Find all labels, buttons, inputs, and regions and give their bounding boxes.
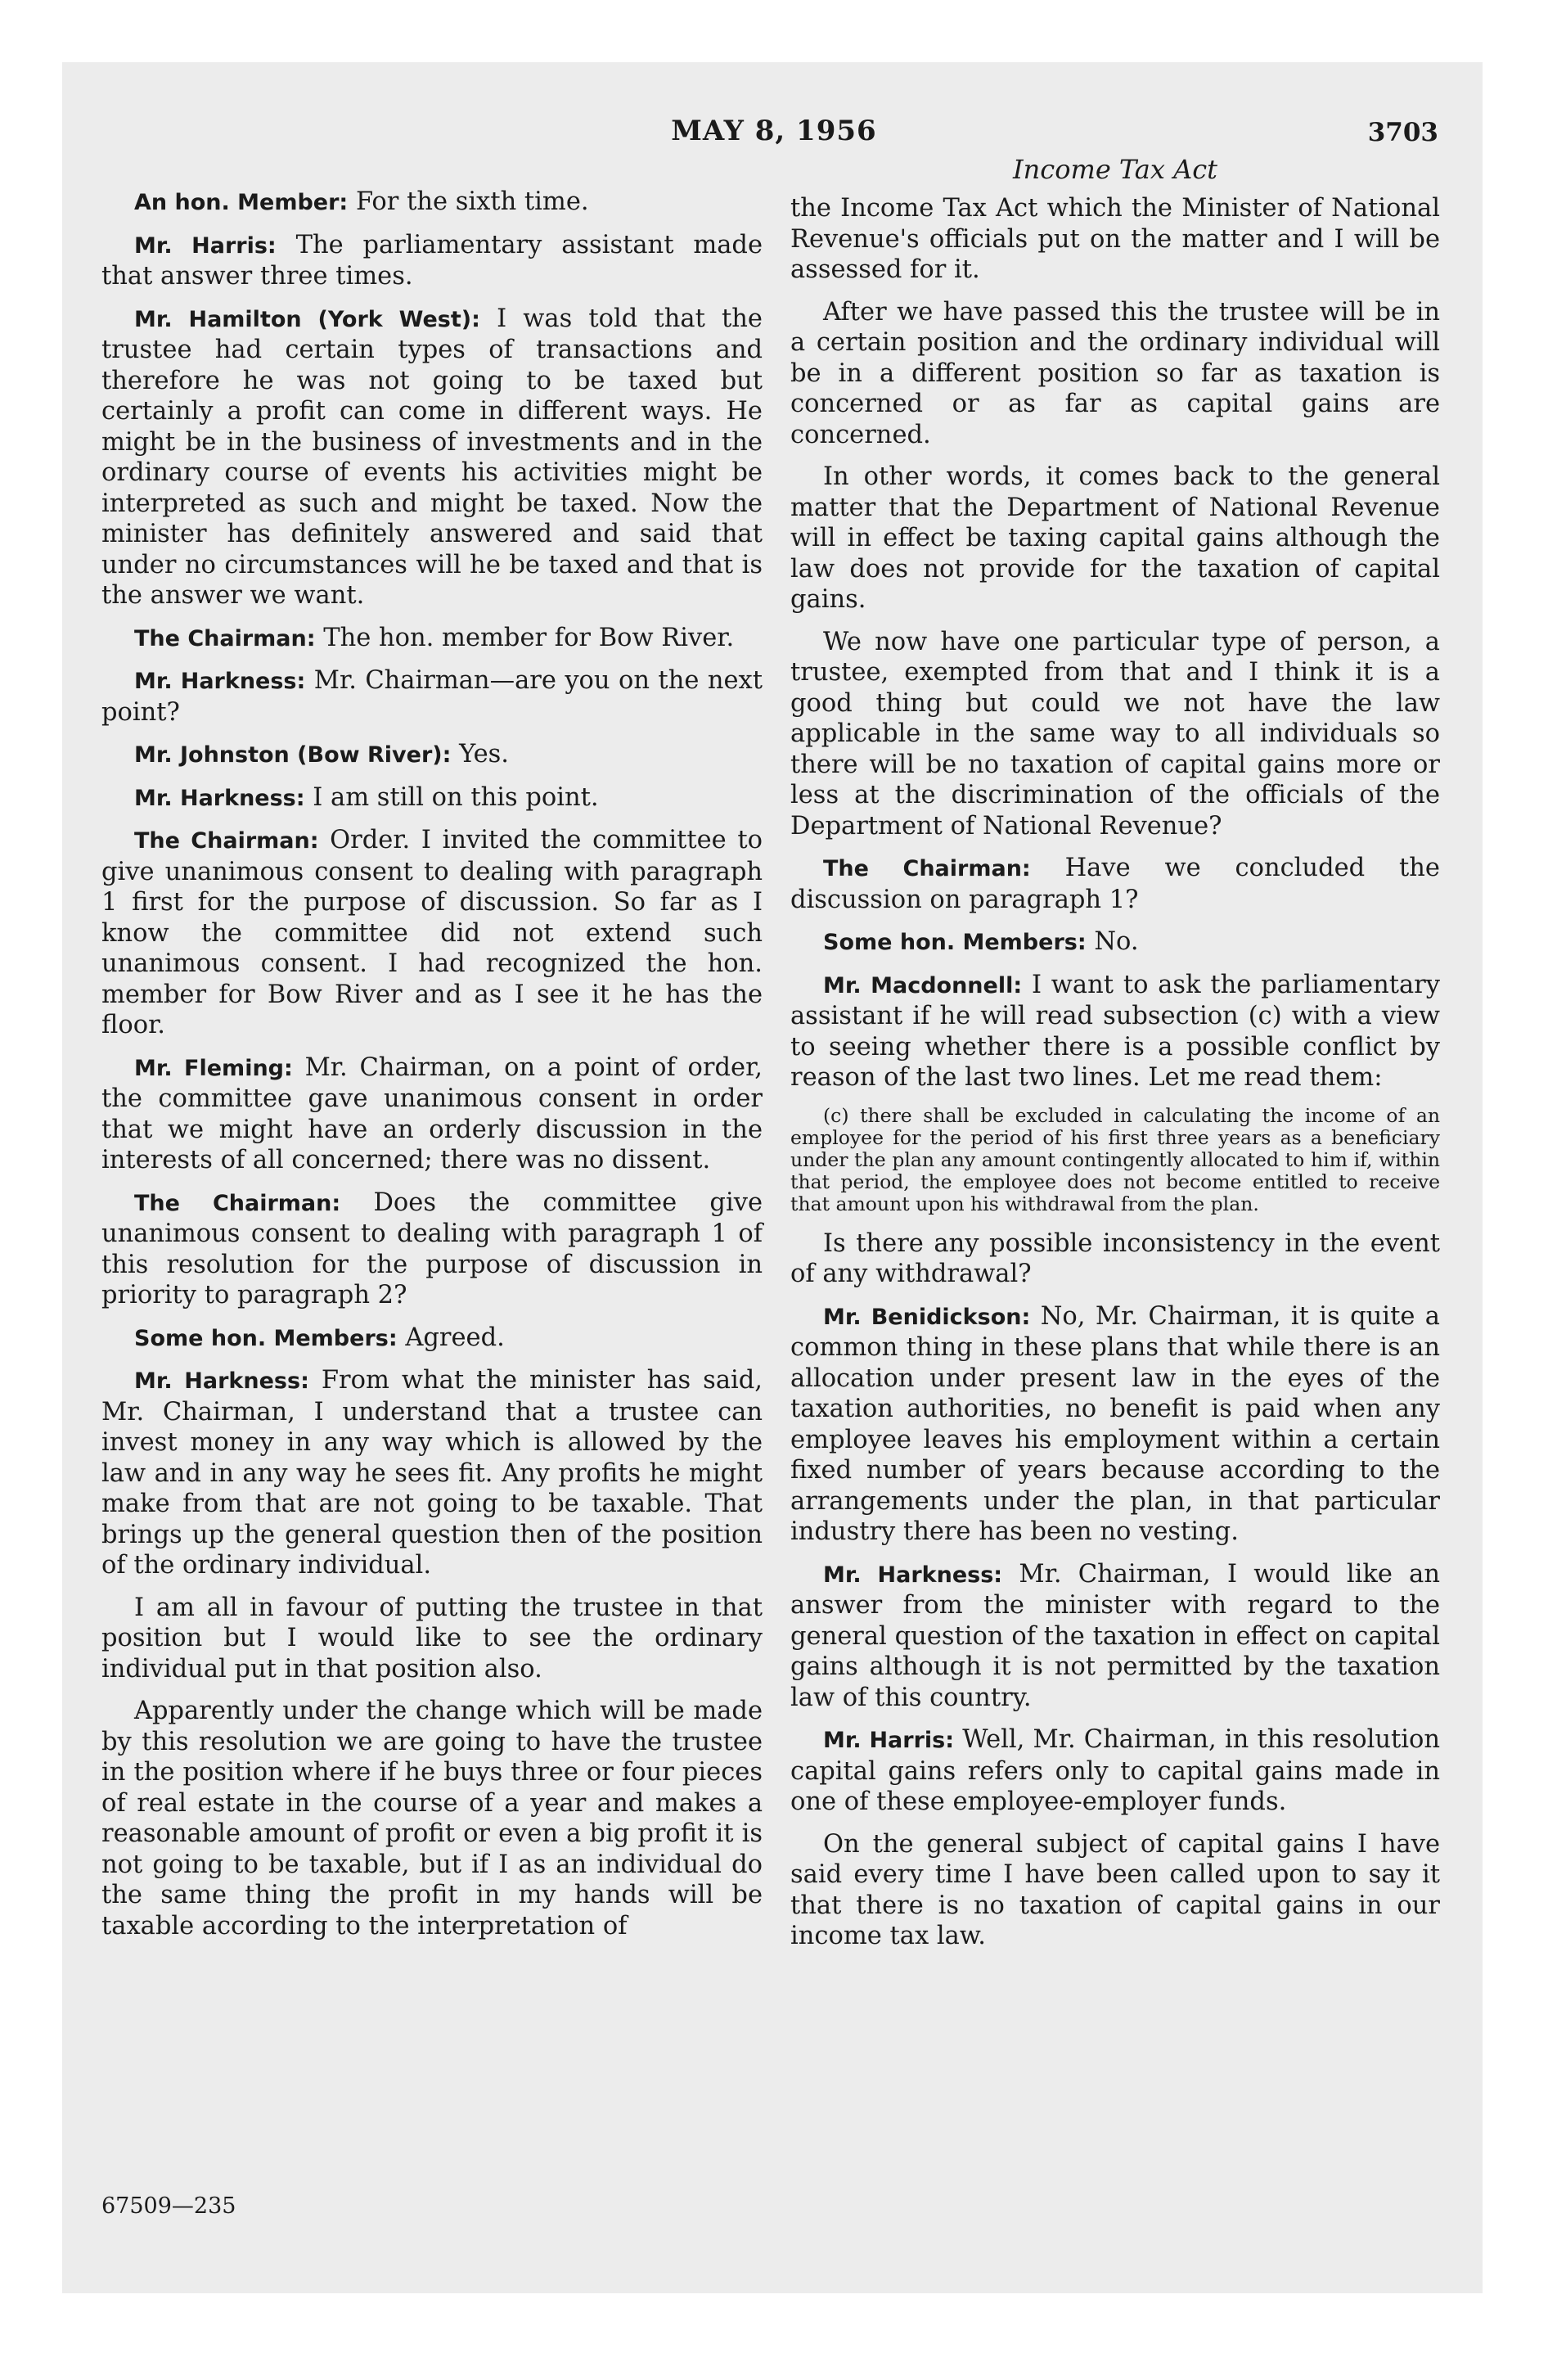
speech-text: No, Mr. Chairman, it is quite a common thing in these plans that while there is an allocation under present law in the eyes of the taxation authorities, no benefit is paid when any employee leaves his employment within a certain fixed number of years because according to the arrangements under the plan, in that particular industry there has been no vesting.: [790, 1301, 1440, 1546]
speech-text: I want to ask the parliamentary assistant if he will read subsection (c) with a view to seeing whether there is a possible conflict by reason of the last two lines. Let me read them:: [790, 970, 1440, 1092]
speech-text: I am all in favour of putting the trustee in that position but I would like to see the ordinary individual put in that position also.: [101, 1593, 763, 1684]
speaker-name: Mr. Harkness:: [134, 1368, 309, 1394]
speech-text: On the general subject of capital gains I have said every time I have been called upon to say it that there is no taxation of capital gains in our income tax law.: [790, 1829, 1440, 1950]
speaker-name: The Chairman:: [823, 856, 1031, 881]
speech-text: Mr. Chairman—are you on the next point?: [101, 666, 763, 727]
right-column-paragraphs-after-quote: [790, 1228, 1440, 1952]
speaker-name: Some hon. Members:: [134, 1325, 398, 1351]
speech-paragraph: [101, 782, 763, 814]
speaker-name: Mr. Fleming:: [134, 1055, 293, 1081]
speaker-name: Mr. Macdonnell:: [823, 972, 1023, 998]
speech-paragraph: [101, 230, 763, 292]
speech-text: Does the committee give unanimous consent to dealing with paragraph 1 of this resolution for the purpose of discussion in priority to paragraph 2?: [101, 1188, 763, 1309]
continued-paragraph: the Income Tax Act which the Minister of National Revenue's officials put on the matter and I will be assessed for it.: [790, 194, 1440, 284]
speaker-name: Mr. Harkness:: [134, 669, 306, 694]
speaker-name: The Chairman:: [134, 1190, 341, 1216]
speech-paragraph: [101, 1323, 763, 1355]
speaker-name: Mr. Harris:: [134, 232, 277, 259]
speech-text: Order. I invited the committee to give unanimous consent to dealing with paragraph 1 first for the purpose of discussion. So far as I know the committee did not extend such unanimous consent. I had recognized the hon. member for Bow River and as I see it he has the floor.: [101, 826, 763, 1039]
speech-paragraph: [101, 1365, 763, 1581]
speech-text: We now have one particular type of person, a trustee, exempted from that and I think it is a good thing but could we not have the law applicable in the same way to all individuals so there will be no taxation of capital gains more or less at the discrimination of the officials of the Department of National Revenue?: [790, 627, 1440, 841]
speech-text: Is there any possible inconsistency in the event of any withdrawal?: [790, 1228, 1440, 1288]
speech-paragraph: [790, 970, 1440, 1093]
speech-text: Yes.: [459, 740, 509, 769]
speaker-name: The Chairman:: [134, 828, 319, 854]
speech-text: Mr. Chairman, on a point of order, the committee gave unanimous consent in order that we might have an orderly discussion in the interests of all concerned; there was no dissent.: [101, 1053, 763, 1174]
speech-paragraph: [790, 926, 1440, 958]
header-date: MAY 8, 1956: [671, 115, 877, 147]
speech-paragraph: [790, 462, 1440, 615]
speech-paragraph: [101, 739, 763, 771]
speech-paragraph: [790, 1829, 1440, 1952]
speech-paragraph: [101, 825, 763, 1041]
speech-paragraph: [101, 1053, 763, 1176]
page-number: 3703: [1367, 118, 1438, 147]
speech-text: For the sixth time.: [355, 187, 589, 216]
speech-paragraph: [790, 1301, 1440, 1548]
speech-paragraph: [790, 1559, 1440, 1714]
speech-text: The parliamentary assistant made that answer three times.: [101, 230, 763, 291]
speech-text: After we have passed this the trustee will be in a certain position and the ordinary individual will be in a different position so far as taxation is concerned or as far as capital gains are concerned.: [790, 297, 1440, 449]
speaker-name: Mr. Harkness:: [134, 785, 305, 811]
quoted-subsection: (c) there shall be excluded in calculating the income of an employee for the period of his first three years as a beneficiary under the plan any amount contingently allocated to him if, within that period, the employee does not become entitled to receive that amount upon his withdrawal from the plan.: [790, 1103, 1440, 1215]
speaker-name: Mr. Hamilton (York West):: [134, 306, 480, 332]
speech-paragraph: [101, 665, 763, 728]
speech-text: I am still on this point.: [313, 782, 599, 812]
speech-paragraph: [101, 187, 763, 219]
speaker-name: Some hon. Members:: [823, 930, 1087, 955]
running-head: Income Tax Act: [1013, 154, 1217, 185]
speech-paragraph: [790, 297, 1440, 451]
speech-paragraph: [790, 853, 1440, 915]
speaker-name: The Chairman:: [134, 625, 316, 651]
speaker-name: An hon. Member:: [134, 190, 349, 215]
speech-paragraph: [101, 1696, 763, 1941]
speech-paragraph: [101, 1188, 763, 1311]
footer-code: 67509—235: [101, 2193, 236, 2219]
speech-paragraph: [101, 304, 763, 611]
left-column: [101, 187, 763, 1953]
speech-text: In other words, it comes back to the general matter that the Department of National Revenue will in effect be taxing capital gains although the law does not provide for the taxation of capital gains.: [790, 462, 1440, 614]
speech-paragraph: [101, 623, 763, 655]
speech-text: Mr. Chairman, I would like an answer from the minister with regard to the general question of the taxation in effect on capital gains although it is not permitted by the taxation law of this country.: [790, 1559, 1440, 1712]
speaker-name: Mr. Harris:: [823, 1728, 955, 1753]
speech-paragraph: [101, 1593, 763, 1685]
speaker-name: Mr. Benidickson:: [823, 1304, 1031, 1330]
speech-text: Well, Mr. Chairman, in this resolution capital gains refers only to capital gains made in one of these employee-employer funds.: [790, 1725, 1440, 1816]
right-column-paragraphs: [790, 297, 1440, 1093]
speech-paragraph: [790, 627, 1440, 842]
speaker-name: Mr. Johnston (Bow River):: [134, 742, 452, 768]
right-column: [790, 193, 1440, 1963]
speech-text: I was told that the trustee had certain types of transactions and therefore he was not going to be taxed but certainly a profit can come in different ways. He might be in the business of investments and in the ordinary course of events his activities might be interpreted as such and might be taxed. Now the minister has definitely answered and said that under no circumstances will he be taxed and that is the answer we want.: [101, 304, 763, 610]
speech-text: Have we concluded the discussion on paragraph 1?: [790, 854, 1440, 914]
speech-text: Agreed.: [405, 1323, 505, 1352]
speech-paragraph: [790, 1724, 1440, 1818]
speech-text: Apparently under the change which will be made by this resolution we are going to have the trustee in the position where if he buys three or four pieces of real estate in the course of a year and makes a reasonable amount of profit or even a big profit it is not going to be taxable, but if I as an individual do the same thing the profit in my hands will be taxable according to the interpretation of: [101, 1697, 763, 1941]
speech-text: From what the minister has said, Mr. Chairman, I understand that a trustee can invest money in any way which is allowed by the law and in any way he sees fit. Any profits he might make from that are not going to be taxable. That brings up the general question then of the position of the ordinary individual.: [101, 1366, 763, 1580]
speech-text: The hon. member for Bow River.: [323, 623, 735, 652]
speech-paragraph: [790, 1228, 1440, 1290]
speaker-name: Mr. Harkness:: [823, 1562, 1003, 1588]
speech-text: No.: [1094, 927, 1139, 956]
